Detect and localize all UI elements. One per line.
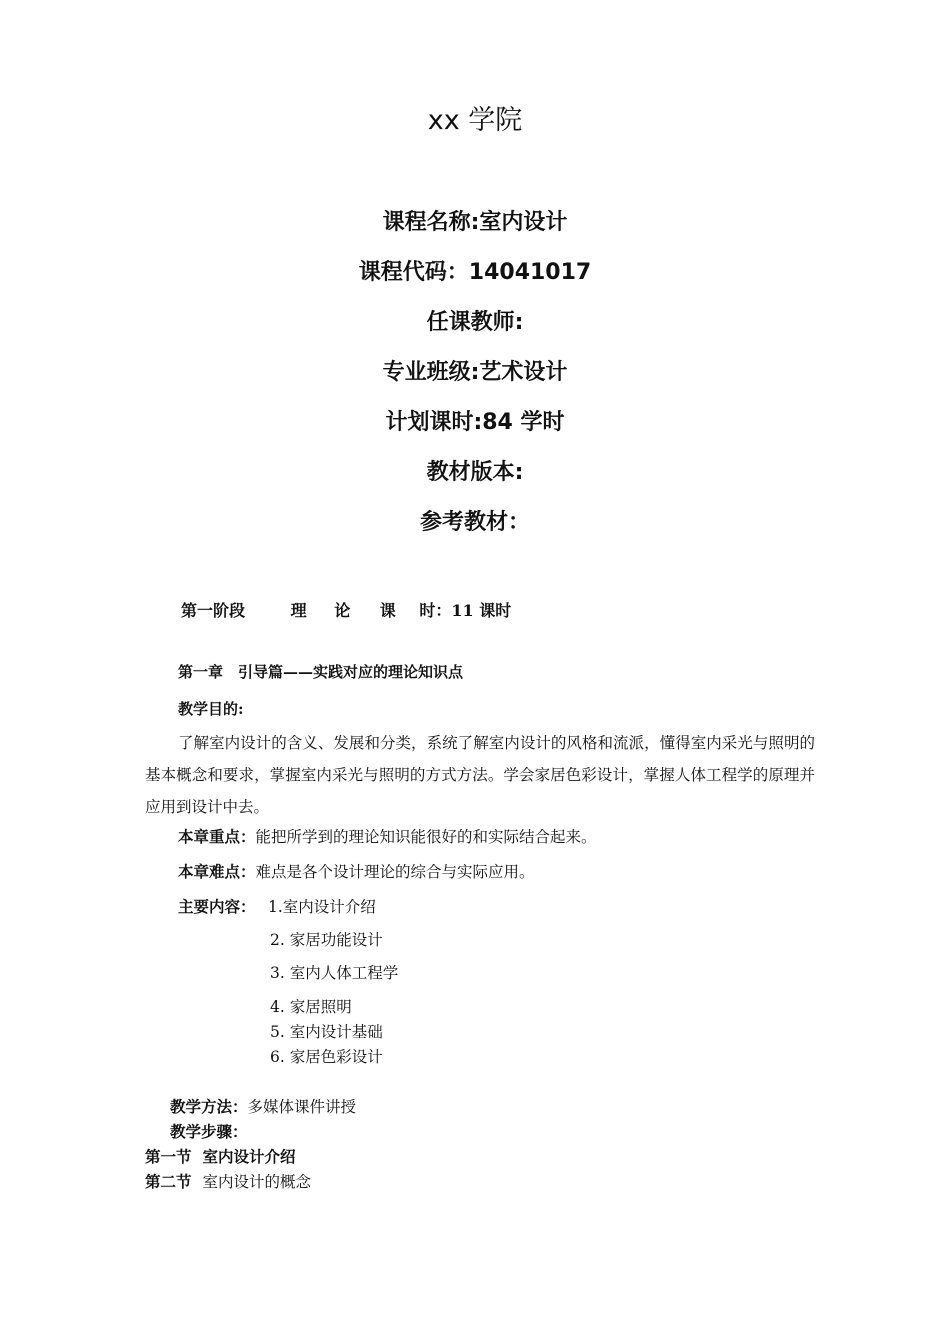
- objective-label: 教学目的:: [178, 700, 244, 718]
- content-item: 3. 室内人体工程学: [270, 964, 399, 982]
- course-teacher: 任课教师:: [426, 310, 524, 335]
- content-item: 5. 室内设计基础: [270, 1023, 383, 1041]
- content-item: 6. 家居色彩设计: [270, 1048, 383, 1066]
- method-text: 多媒体课件讲授: [247, 1098, 357, 1116]
- course-hours: 计划课时:84 学时: [385, 410, 565, 435]
- stage-hours-1: 课: [379, 601, 396, 620]
- steps-label: 教学步骤：: [170, 1122, 248, 1141]
- content-item: 2. 家居功能设计: [270, 931, 383, 949]
- course-reference: 参考教材：: [419, 510, 530, 535]
- stage-hours-2: 时：11 课时: [419, 601, 512, 620]
- difficulty-text: 难点是各个设计理论的综合与实际应用。: [255, 863, 535, 881]
- content-item: 4. 家居照明: [270, 998, 352, 1016]
- content-item: 1.室内设计介绍: [268, 898, 376, 916]
- section2-label: 第二节: [145, 1172, 192, 1191]
- section-2: [145, 1166, 311, 1198]
- stage-label: 第一阶段: [181, 601, 246, 620]
- objective-paragraph: 了解室内设计的含义、发展和分类，系统了解室内设计的风格和流派，懂得室内采光与照明的基本概念和要求，掌握室内采光与照明的方式方法。学会家居色彩设计，掌握人体工程学的原理并应用到设计中去。: [145, 734, 815, 816]
- page-title: xx 学院: [427, 105, 523, 136]
- section1-label: 第一节: [145, 1147, 192, 1166]
- stage-heading: [181, 598, 511, 621]
- content-label: 主要内容：: [178, 897, 256, 916]
- stage-theory-1: 理: [290, 601, 307, 620]
- section2-title: 室内设计的概念: [202, 1173, 311, 1191]
- course-code: 课程代码：14041017: [358, 260, 592, 285]
- course-textbook: 教材版本:: [426, 460, 524, 485]
- key-points: [178, 821, 597, 853]
- key-label: 本章重点：: [178, 827, 256, 846]
- difficulty-points: [178, 856, 535, 888]
- difficulty-label: 本章难点：: [178, 862, 256, 881]
- chapter-heading: 第一章 引导篇——实践对应的理论知识点: [178, 663, 464, 681]
- method-label: 教学方法：: [170, 1097, 248, 1116]
- section1-title: 室内设计介绍: [202, 1147, 296, 1166]
- key-text: 能把所学到的理论知识能很好的和实际结合起来。: [255, 828, 597, 846]
- course-name: 课程名称:室内设计: [382, 210, 568, 235]
- course-class: 专业班级:艺术设计: [382, 360, 568, 385]
- stage-theory-2: 论: [334, 601, 351, 620]
